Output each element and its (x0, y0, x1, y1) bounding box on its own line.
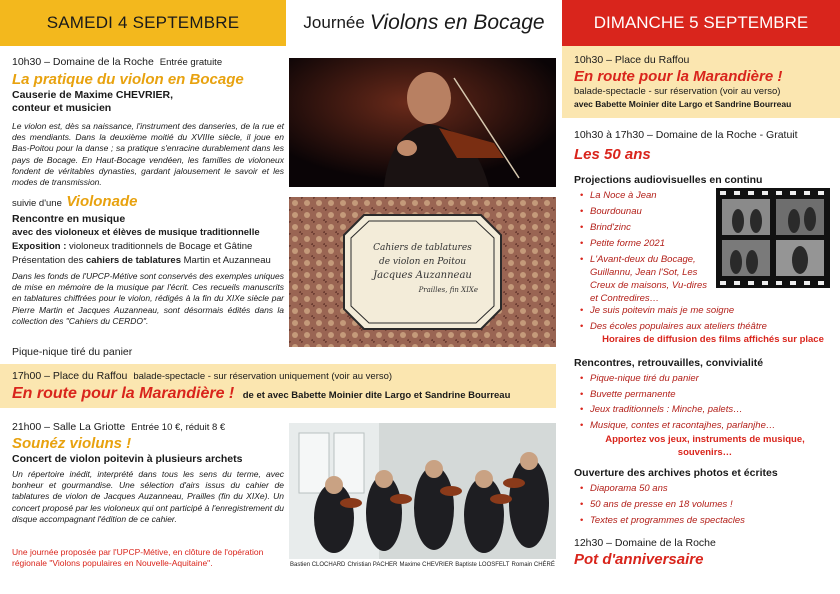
sat-event1-description: Le violon est, dès sa naissance, l'instrument des danseries, de la rue et des mendiants. Dans la deuxième moitié du XVIIIe siècle, il joue en Bas-Poitou pour la danse ; sa pratique s'enracine durablement dans les pays de Bocage. En Haut-Bocage vendéen, les familles de violoneux fondent de véritables dynasties, gardant jalousement le savoir et les modes de transmission. (12, 121, 284, 188)
rencontres-list (576, 372, 838, 432)
sat-event4-description: Un répertoire inédit, interprété dans tous les sens du terme, avec bonheur et gourmandise. Une sélection d'airs issus du cahier de tablatures de violon de Jacques Auzanneau, Prailles (fin du XIXe). Un concert proposé par les violoneux qui ont participé à l'enregistrement du disque accompagnant l'édition de ce cahier. (12, 469, 284, 524)
title-main: Violons en Bocage (369, 11, 545, 34)
violinist-photo (289, 58, 556, 187)
sat-event2-prefix: suivie d'une (12, 198, 62, 209)
sat-event2-title: Violonade (66, 193, 138, 210)
projections-list (576, 189, 716, 305)
book-line1: Cahiers de tablatures (373, 243, 472, 253)
expo-text: violoneux traditionnels de Bocage et Gâtine (69, 241, 253, 252)
list-item: • Brind'zinc (576, 221, 716, 234)
rencontres-heading: Rencontres, retrouvailles, convivialité (574, 357, 764, 369)
sat-event4-subtitle: Concert de violon poitevin à plusieurs archets (12, 453, 243, 465)
sun-event3-title: Pot d'anniversaire (574, 551, 704, 568)
sun-event-2 (574, 128, 836, 165)
presentation-suffix: Martin et Auzanneau (183, 255, 271, 266)
book-cover-image (289, 197, 556, 347)
projections-heading: Projections audiovisuelles en continu (574, 174, 763, 186)
sat-event3-title: En route pour la Marandière ! (12, 385, 235, 402)
list-item: • Petite forme 2021 (576, 237, 716, 250)
title-prefix: Journée (303, 13, 365, 32)
sat-event2-presentation (12, 254, 284, 268)
list-item: • Jeux traditionnels : Minche, palets… (576, 403, 838, 416)
sat-event1-timeplace (12, 55, 284, 70)
rencontres-note-line2: souvenirs… (677, 446, 733, 458)
list-item: • L'Avant-deux du Bocage, Guillannu, Jean l'Sot, Les Creux de maisons, Vu-dires et Contredires… (576, 253, 716, 305)
list-item: • Buvette permanente (576, 388, 838, 401)
header-sunday (562, 0, 840, 46)
sat-event3-tag: balade-spectacle - sur réservation uniquement (voir au verso) (133, 371, 393, 382)
sat-event2-header (12, 193, 284, 213)
book-line2: de violon en Poitou (378, 257, 467, 267)
header-saturday (0, 0, 286, 46)
musicians-photo (289, 423, 556, 559)
sat-event4-time: 21h00 – Salle La Griotte (12, 421, 126, 433)
list-item: • Des écoles populaires aux ateliers théâtre (576, 320, 838, 333)
sat-event3-time: 17h00 – Place du Raffou (12, 370, 128, 382)
sat-event-1 (12, 55, 284, 188)
list-item: • Pique-nique tiré du panier (576, 372, 838, 385)
credit-1: Bastien CLOCHARD (290, 562, 346, 568)
sat-event-4 (12, 420, 284, 525)
credit-2: Christian PACHER (347, 562, 398, 568)
rencontres-note (574, 434, 836, 459)
book-line3: Jacques Auzanneau (373, 270, 472, 281)
film-strip-illustration (716, 188, 830, 288)
header-main-title (286, 0, 562, 46)
sun-event1-timeplace: 10h30 – Place du Raffou (574, 54, 690, 66)
sat-event3-with: de et avec Babette Moinier dite Largo et Sandrine Bourreau (242, 390, 511, 401)
list-item: • Je suis poitevin mais je me soigne (576, 304, 838, 317)
list-item: • Bourdounau (576, 205, 716, 218)
sat-event2-line1: Rencontre en musique (12, 213, 126, 225)
sat-picnic: Pique-nique tiré du panier (12, 346, 133, 358)
sat-event4-tag: Entrée 10 €, réduit 8 € (131, 422, 226, 433)
sat-event2-expo (12, 240, 284, 254)
musicians-illustration (289, 423, 556, 559)
credit-4: Baptiste LOOSFELT (455, 562, 510, 568)
list-item: • Diaporama 50 ans (576, 482, 838, 495)
sat-event2-description: Dans les fonds de l'UPCP-Métive sont conservés des exemples uniques de mise en mémoire de la musique par l'écrit. Ces recueils manuscrits en tablatures chiffrées pour le violon, rédigés à la fin du XIXe siècle par Pierre Martin et Jacques Auzanneau, sont désormais édités dans la collection des "Cahiers du CERDO". (12, 271, 284, 326)
sat-event1-subtitle1: Causerie de Maxime CHEVRIER, (12, 89, 174, 101)
book-cover-text (351, 241, 494, 297)
sun-event-3 (574, 536, 836, 569)
list-item: • Musique, contes et racontajhes, parlanjhe… (576, 419, 838, 432)
sat-event1-tag: Entrée gratuite (159, 57, 223, 68)
expo-label: Exposition : (12, 241, 67, 252)
archives-heading: Ouverture des archives photos et écrites (574, 467, 778, 479)
credit-5: Romain CHÉRÉ (511, 562, 555, 568)
list-item: • Textes et programmes de spectacles (576, 514, 838, 527)
violinist-illustration (289, 58, 556, 187)
projections-note: Horaires de diffusion des films affichés sur place (602, 334, 824, 345)
sunday-title: DIMANCHE 5 SEPTEMBRE (593, 13, 809, 32)
sat-event4-timeplace (12, 420, 284, 435)
sat-event1-time: 10h30 – Domaine de la Roche (12, 56, 154, 68)
sat-event-3 (12, 369, 556, 406)
presentation-bold: cahiers de tablatures (85, 255, 181, 266)
sat-event-2 (12, 193, 284, 327)
sun-event1-with: avec Babette Moinier dite Largo et Sandrine Bourreau (574, 99, 792, 109)
sat-event4-title: Sounéz violuns ! (12, 435, 132, 452)
sun-event3-timeplace: 12h30 – Domaine de la Roche (574, 537, 716, 549)
film-strip-image (716, 188, 830, 288)
sun-event2-timeplace: 10h30 à 17h30 – Domaine de la Roche - Gratuit (574, 129, 798, 141)
sun-event-1 (574, 53, 836, 110)
saturday-title: SAMEDI 4 SEPTEMBRE (46, 13, 240, 32)
list-item: • 50 ans de presse en 18 volumes ! (576, 498, 838, 511)
sun-event1-title: En route pour la Marandière ! (574, 68, 783, 85)
sun-event2-title: Les 50 ans (574, 146, 651, 163)
sat-event1-subtitle2: conteur et musicien (12, 102, 112, 114)
sat-event1-title: La pratique du violon en Bocage (12, 71, 244, 88)
sat-event2-line2: avec des violoneux et élèves de musique traditionnelle (12, 227, 260, 238)
presentation-prefix: Présentation des (12, 255, 84, 266)
projections-list-2 (576, 304, 838, 333)
list-item: • La Noce à Jean (576, 189, 716, 202)
book-line4: Prailles, fin XIXe (418, 286, 478, 294)
sun-event1-tag: balade-spectacle - sur réservation (voir au verso) (574, 86, 781, 97)
archives-list (576, 482, 838, 527)
sat-event3-title-row (12, 384, 556, 406)
sat-footer-note: Une journée proposée par l'UPCP-Métive, en clôture de l'opération régionale "Violons populaires en Nouvelle-Aquitaine". (12, 547, 264, 569)
musicians-credits (289, 562, 556, 568)
rencontres-note-line1: Apportez vos jeux, instruments de musique, (605, 434, 805, 445)
credit-3: Maxime CHEVRIER (399, 562, 454, 568)
sat-event3-timeplace (12, 369, 556, 384)
